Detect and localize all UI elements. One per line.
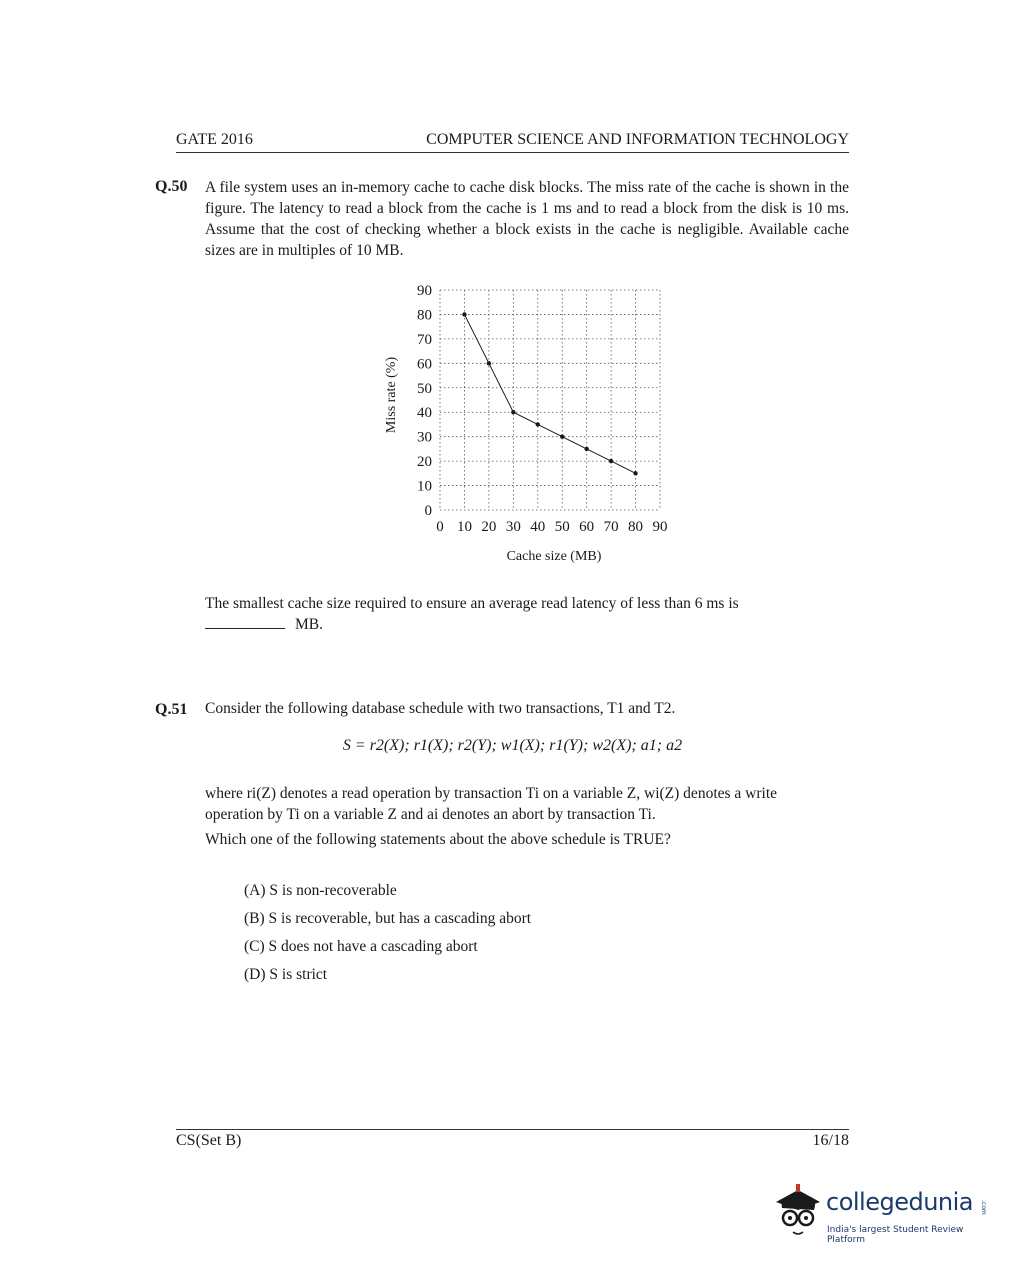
q50-unit: MB. (295, 616, 323, 633)
x-tick-label: 20 (481, 519, 497, 535)
data-point (462, 312, 466, 316)
miss-rate-chart (360, 275, 690, 575)
logo-domain-suffix: .com (980, 1200, 987, 1215)
y-tick-label: 80 (417, 307, 432, 324)
y-tick-label: 70 (417, 331, 432, 348)
data-point (487, 361, 491, 365)
y-tick-label: 20 (417, 454, 432, 471)
q51-intro (205, 700, 675, 718)
y-tick-label: 60 (417, 356, 432, 373)
x-tick-label: 0 (436, 519, 444, 535)
y-tick-label: 0 (424, 503, 432, 519)
logo-tagline: India's largest Student Review Platform (827, 1225, 964, 1245)
y-tick-label: 30 (417, 429, 432, 446)
q51-definitions-line-1: where ri(Z) denotes a read operation by transaction Ti on a variable Z, wi(Z) denotes a write (205, 785, 778, 802)
q50-text: A file system uses an in-memory cache to cache disk blocks. The miss rate of the cache is shown in the figure. The latency to read a block from the cache is 1 ms and to read a block from the disk is 10 ms. Assume that the cost of checking whether a block exists in the cache is negligible. Available cache sizes are in multiples of 10 MB. (205, 179, 849, 259)
header-subject: COMPUTER SCIENCE AND INFORMATION TECHNOLOGY (426, 131, 849, 148)
miss-rate-line (464, 314, 635, 473)
mascot-icon (768, 1180, 826, 1250)
logo-wordmark: collegedunia (826, 1188, 974, 1216)
option-c[interactable]: (C) S does not have a cascading abort (244, 938, 478, 955)
data-point (560, 434, 564, 438)
y-tick-label: 40 (417, 405, 432, 422)
header-exam-title: GATE 2016 (176, 131, 253, 148)
x-tick-label: 30 (505, 519, 521, 535)
option-b[interactable]: (B) S is recoverable, but has a cascading abort (244, 910, 532, 927)
footer-page-number: 16/18 (812, 1132, 849, 1149)
x-axis-label: Cache size (MB) (506, 549, 602, 564)
y-axis-label: Miss rate (%) (384, 356, 399, 434)
q51-definitions-line-2: operation by Ti on a variable Z and ai denotes an abort by transaction Ti. (205, 806, 656, 823)
schedule-formula: S = r2(X); r1(X); r2(Y); w1(X); r1(Y); w2(X); a1; a2 (342, 737, 683, 754)
data-point (584, 447, 588, 451)
q51-options (244, 880, 531, 992)
q51-intro-text: Consider the following database schedule with two transactions, T1 and T2. (205, 700, 676, 717)
x-tick-label: 60 (579, 519, 595, 535)
option-d[interactable]: (D) S is strict (244, 966, 328, 983)
data-point (511, 410, 515, 414)
header-divider (176, 152, 849, 153)
q50-number: Q.50 (155, 178, 188, 195)
footer-divider (176, 1129, 849, 1130)
x-tick-label: 90 (652, 519, 668, 535)
answer-blank[interactable] (205, 614, 285, 629)
q51-question: Which one of the following statements about the above schedule is TRUE? (205, 831, 671, 848)
collegedunia-logo[interactable] (768, 1180, 993, 1250)
option-a[interactable]: (A) S is non-recoverable (244, 882, 397, 899)
data-point (609, 459, 613, 463)
y-tick-label: 10 (417, 478, 432, 495)
q51-number: Q.51 (155, 701, 188, 718)
x-tick-label: 10 (456, 519, 472, 535)
q50-question (205, 593, 849, 635)
x-tick-label: 80 (628, 519, 644, 535)
y-tick-label: 50 (417, 380, 432, 397)
x-tick-label: 40 (530, 519, 546, 535)
miss-rate-chart-svg (360, 275, 690, 570)
x-tick-label: 70 (603, 519, 619, 535)
data-point (536, 422, 540, 426)
data-point (633, 471, 637, 475)
q51-definitions (205, 783, 849, 825)
footer-set: CS(Set B) (176, 1132, 242, 1149)
q50-question-text: The smallest cache size required to ensure an average read latency of less than 6 ms is (205, 595, 739, 612)
y-tick-label: 90 (417, 283, 432, 299)
x-tick-label: 50 (554, 519, 570, 535)
